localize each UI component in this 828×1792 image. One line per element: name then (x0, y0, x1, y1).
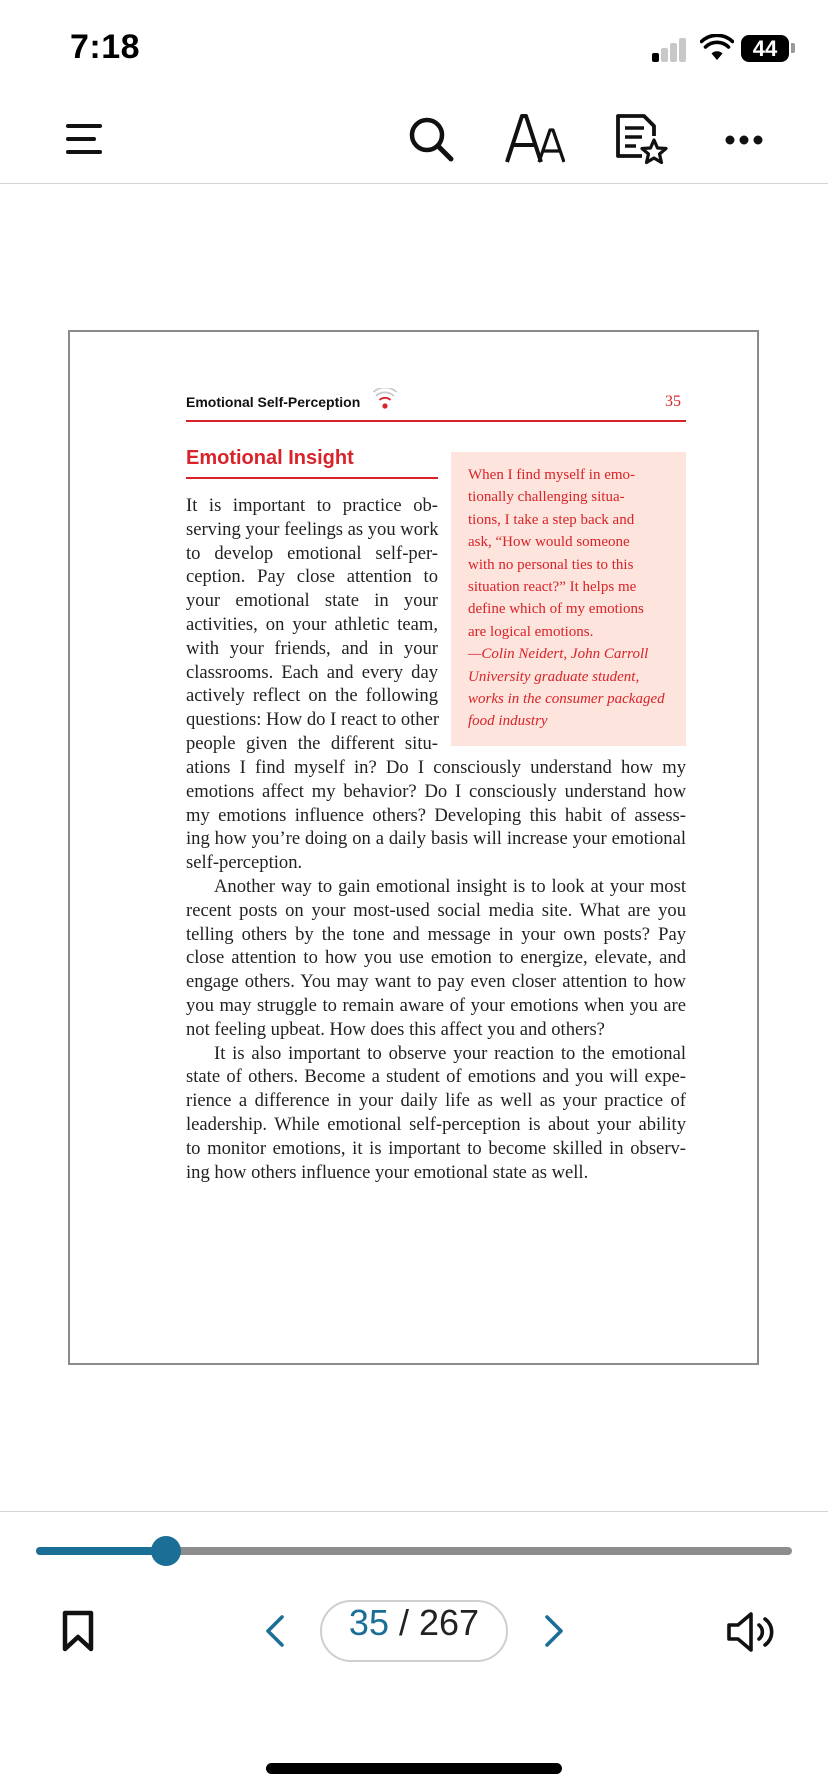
body-line: ations I find myself in? Do I consciously understand how my (186, 757, 686, 778)
quote-attribution: works in the consumer packaged (468, 691, 665, 708)
section-title: Emotional Insight (186, 447, 354, 469)
next-page-button[interactable] (541, 1612, 567, 1650)
body-line: telling others by the tone and message in your own posts? Pay (186, 923, 686, 945)
quote-line: situation react?” It helps me (468, 579, 637, 596)
body-line: with your friends, and in your (186, 637, 438, 659)
quote-attribution: —Colin Neidert, John Carroll (468, 646, 649, 663)
quote-line: ask, “How would someone (468, 534, 630, 551)
body-line: It is important to practice ob- (186, 495, 438, 516)
body-line: my emotions influence others? Developing this habit of assess- (186, 804, 686, 826)
bottom-divider (0, 1511, 828, 1512)
body-line: recent posts on your most-used social media site. What are you (186, 899, 686, 921)
body-line: classrooms. Each and every day (186, 661, 438, 683)
body-text-wide (186, 756, 686, 1184)
body-line: your emotional state in your (186, 590, 438, 612)
body-line: ing how others influence your emotional state as well. (186, 1161, 589, 1183)
body-line: engage others. You may want to pay even closer attention to how (186, 971, 686, 993)
toolbar-divider (0, 183, 828, 184)
wifi-icon (700, 34, 734, 62)
quote-line: define which of my emotions (468, 601, 644, 618)
quote-attribution: food industry (468, 713, 548, 730)
page-header-title: Emotional Self-Perception (186, 394, 361, 410)
body-line: state of others. Become a student of emotions and you will expe- (186, 1066, 686, 1088)
cellular-signal-icon (652, 36, 688, 62)
menu-icon[interactable] (64, 122, 104, 156)
total-pages: 267 (418, 1602, 480, 1643)
body-line: emotions affect my behavior? Do I consciously understand how (186, 780, 686, 802)
page-separator: / (388, 1602, 419, 1643)
body-line: activities, on your athletic team, (186, 613, 438, 635)
body-line: to develop emotional self-per- (186, 542, 438, 564)
body-line: ception. Pay close attention to (186, 566, 438, 588)
status-time: 7:18 (70, 28, 141, 66)
body-line: not feeling upbeat. How does this affect you and others? (186, 1018, 605, 1040)
body-line: close attention to how you use emotion to energize, elevate, and (186, 947, 686, 969)
body-text-narrow (186, 494, 438, 756)
body-line: questions: How do I react to other (186, 709, 440, 731)
progress-slider[interactable] (36, 1547, 792, 1555)
search-icon[interactable] (406, 114, 456, 164)
audio-icon[interactable] (726, 1610, 778, 1654)
page-number-label: 35 (665, 393, 681, 410)
body-line: leadership. While emotional self-perception is about your ability (186, 1113, 686, 1135)
page-indicator[interactable] (320, 1600, 508, 1662)
body-line: actively reflect on the following (186, 685, 438, 707)
body-line: It is also important to observe your reaction to the emotional (214, 1042, 686, 1064)
body-line: Another way to gain emotional insight is to look at your most (214, 875, 686, 897)
progress-thumb[interactable] (151, 1536, 181, 1566)
quote-attribution: University graduate student, (468, 668, 640, 685)
body-line: self-perception. (186, 852, 303, 874)
body-line: to monitor emotions, it is important to become skilled in observ- (186, 1137, 686, 1159)
quote-box (451, 452, 686, 746)
quote-line: with no personal ties to this (468, 556, 634, 573)
more-icon[interactable] (724, 128, 764, 152)
bookmark-icon[interactable] (62, 1610, 94, 1652)
body-line: you may struggle to remain aware of your emotions when you are (186, 994, 686, 1016)
quote-line: When I find myself in emo- (468, 467, 636, 483)
section-rule (186, 477, 438, 479)
quote-line: tions, I take a step back and (468, 511, 635, 528)
book-page[interactable] (68, 330, 759, 1365)
header-rule (186, 420, 686, 422)
battery-nub (791, 43, 795, 53)
prev-page-button[interactable] (262, 1612, 288, 1650)
notes-star-icon[interactable] (612, 112, 668, 168)
quote-line: tionally challenging situa- (468, 489, 625, 506)
wave-icon (373, 388, 397, 410)
current-page: 35 (348, 1602, 389, 1643)
body-line: ing how you’re doing on a daily basis will increase your emotional (186, 828, 686, 850)
body-line: people given the different situ- (186, 732, 438, 754)
body-line: rience a difference in your daily life as well as your practice of (186, 1090, 686, 1112)
body-line: serving your feelings as you work (186, 518, 439, 540)
quote-line: are logical emotions. (468, 623, 594, 640)
progress-fill (36, 1547, 166, 1555)
font-size-icon[interactable] (505, 112, 565, 164)
battery-icon: 44 (741, 35, 789, 62)
home-indicator (266, 1763, 562, 1774)
